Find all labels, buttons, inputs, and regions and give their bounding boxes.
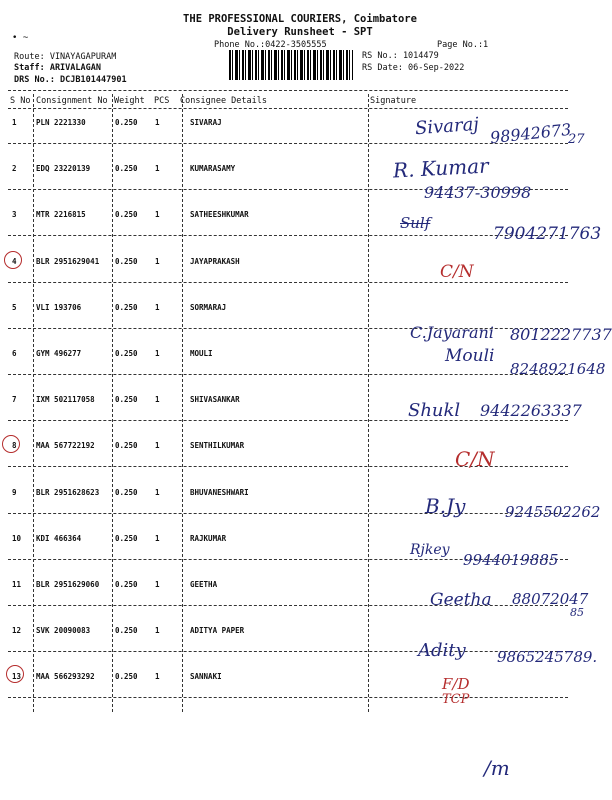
row-consignment-no: GYM 496277	[36, 349, 82, 358]
route-label: Route: VINAYAGAPURAM	[14, 52, 117, 62]
row-weight: 0.250	[115, 210, 138, 219]
row-8-circle-mark	[2, 435, 20, 453]
col-pcs: PCS	[154, 96, 170, 106]
row-consignment-no: MTR 2216815	[36, 210, 86, 219]
row-divider	[8, 513, 568, 514]
phone-row-5: 8012227737	[510, 325, 612, 344]
phone-row-6: 8248921648	[510, 360, 606, 378]
phone-row-10: 9944019885	[463, 551, 559, 569]
row-divider	[8, 651, 568, 652]
row-sno: 2	[12, 164, 17, 173]
phone-row-1-extra: 27	[568, 132, 585, 147]
row-pcs: 1	[155, 534, 160, 543]
col-consignee: Consignee Details	[180, 96, 267, 106]
row-sno: 13	[12, 672, 22, 681]
row-consignee: SATHEESHKUMAR	[190, 210, 249, 219]
row-consignment-no: SVK 20090083	[36, 626, 91, 635]
row-divider	[8, 374, 568, 375]
row-consignee: SIVARAJ	[190, 118, 222, 127]
phone-row-11-extra: 85	[570, 606, 584, 619]
row-consignment-no: IXM 502117058	[36, 395, 95, 404]
col-sep-4	[368, 94, 369, 712]
row-pcs: 1	[155, 303, 160, 312]
signature-row-3: Sulf	[400, 214, 431, 232]
row-consignee: RAJKUMAR	[190, 534, 227, 543]
col-consignment: Consignment No	[36, 96, 108, 106]
row-consignee: ADITYA PAPER	[190, 626, 245, 635]
col-sep-1	[33, 94, 34, 712]
row-pcs: 1	[155, 626, 160, 635]
row-consignment-no: MAA 566293292	[36, 672, 95, 681]
signature-row-5: C.Jayarani	[410, 323, 494, 342]
row-consignee: SANNAKI	[190, 672, 222, 681]
row-sno: 9	[12, 488, 17, 497]
row-consignment-no: BLR 2951629041	[36, 257, 100, 266]
row-weight: 0.250	[115, 580, 138, 589]
phone-row-2: 94437-30998	[424, 183, 532, 202]
row-consignee: SHIVASANKAR	[190, 395, 240, 404]
row-divider	[8, 697, 568, 698]
corner-mark: • ~	[12, 33, 29, 43]
signature-row-2: R. Kumar	[392, 153, 490, 183]
row-consignment-no: KDI 466364	[36, 534, 82, 543]
bottom-mark: /m	[484, 756, 510, 780]
row-consignment-no: EDQ 23220139	[36, 164, 91, 173]
row-sno: 10	[12, 534, 22, 543]
rs-date: RS Date: 06-Sep-2022	[362, 63, 465, 73]
signature-row-6: Mouli	[445, 346, 495, 366]
row-divider	[8, 143, 568, 144]
row-divider	[8, 282, 568, 283]
signature-row-10: Rjkey	[410, 542, 450, 558]
note-row-8: C/N	[455, 447, 495, 471]
row-pcs: 1	[155, 488, 160, 497]
row-consignment-no: BLR 2951628623	[36, 488, 100, 497]
col-weight: Weight	[114, 96, 145, 106]
signature-row-11: Geetha	[430, 590, 492, 610]
staff-label: Staff: ARIVALAGAN	[14, 63, 101, 73]
note-row-13-a: F/D	[442, 675, 470, 693]
row-consignment-no: VLI 193706	[36, 303, 82, 312]
phone-row-3: 7904271763	[493, 224, 602, 244]
row-divider	[8, 420, 568, 421]
page-number: Page No.:1	[437, 40, 489, 50]
row-pcs: 1	[155, 349, 160, 358]
row-weight: 0.250	[115, 349, 138, 358]
row-pcs: 1	[155, 257, 160, 266]
row-sno: 6	[12, 349, 17, 358]
signature-row-12: Adity	[418, 640, 466, 661]
runsheet-subtitle: Delivery Runsheet - SPT	[227, 26, 373, 38]
row-weight: 0.250	[115, 303, 138, 312]
row-weight: 0.250	[115, 164, 138, 173]
col-sno: S No	[10, 96, 31, 106]
row-4-circle-mark	[4, 251, 22, 269]
row-sno: 12	[12, 626, 22, 635]
row-sno: 3	[12, 210, 17, 219]
note-row-13-b: TCP	[442, 692, 470, 707]
header-top-divider	[8, 90, 568, 91]
row-consignment-no: PLN 2221330	[36, 118, 86, 127]
row-pcs: 1	[155, 210, 160, 219]
phone-number: Phone No.:0422-3505555	[214, 40, 327, 50]
row-consignee: KUMARASAMY	[190, 164, 236, 173]
row-consignee: SENTHILKUMAR	[190, 441, 245, 450]
row-consignment-no: BLR 2951629060	[36, 580, 100, 589]
barcode	[229, 50, 353, 80]
row-pcs: 1	[155, 164, 160, 173]
row-weight: 0.250	[115, 257, 138, 266]
row-consignment-no: MAA 567722192	[36, 441, 95, 450]
row-sno: 5	[12, 303, 17, 312]
row-consignee: GEETHA	[190, 580, 218, 589]
company-title: THE PROFESSIONAL COURIERS, Coimbatore	[183, 13, 417, 25]
row-sno: 1	[12, 118, 17, 127]
signature-row-9: B.Jy	[425, 494, 466, 518]
row-sno: 8	[12, 441, 17, 450]
note-row-4: C/N	[440, 262, 474, 282]
header-bottom-divider	[8, 108, 568, 109]
phone-row-1: 98942673	[489, 119, 573, 148]
phone-row-12: 9865245789.	[497, 648, 598, 666]
row-consignee: SORMARAJ	[190, 303, 227, 312]
row-weight: 0.250	[115, 672, 138, 681]
row-weight: 0.250	[115, 395, 138, 404]
row-weight: 0.250	[115, 534, 138, 543]
drs-number: DRS No.: DCJB101447901	[14, 75, 127, 85]
phone-row-7: 9442263337	[480, 401, 582, 420]
signature-row-7: Shukl	[408, 400, 461, 421]
col-signature: Signature	[370, 96, 417, 106]
row-divider	[8, 235, 568, 236]
row-pcs: 1	[155, 118, 160, 127]
row-13-circle-mark	[6, 665, 24, 683]
row-consignee: BHUVANESHWARI	[190, 488, 249, 497]
row-pcs: 1	[155, 580, 160, 589]
row-weight: 0.250	[115, 488, 138, 497]
col-sep-3	[182, 94, 183, 712]
signature-row-1: Sivaraj	[414, 113, 480, 140]
row-consignee: MOULI	[190, 349, 213, 358]
row-consignee: JAYAPRAKASH	[190, 257, 240, 266]
row-weight: 0.250	[115, 118, 138, 127]
row-weight: 0.250	[115, 626, 138, 635]
rs-number: RS No.: 1014479	[362, 51, 439, 61]
row-pcs: 1	[155, 395, 160, 404]
phone-row-9: 9245502262	[505, 503, 601, 521]
row-pcs: 1	[155, 672, 160, 681]
row-pcs: 1	[155, 441, 160, 450]
row-weight: 0.250	[115, 441, 138, 450]
col-sep-2	[112, 94, 113, 712]
row-sno: 7	[12, 395, 17, 404]
row-sno: 11	[12, 580, 22, 589]
row-sno: 4	[12, 257, 17, 266]
phone-row-11: 88072047	[512, 590, 589, 608]
